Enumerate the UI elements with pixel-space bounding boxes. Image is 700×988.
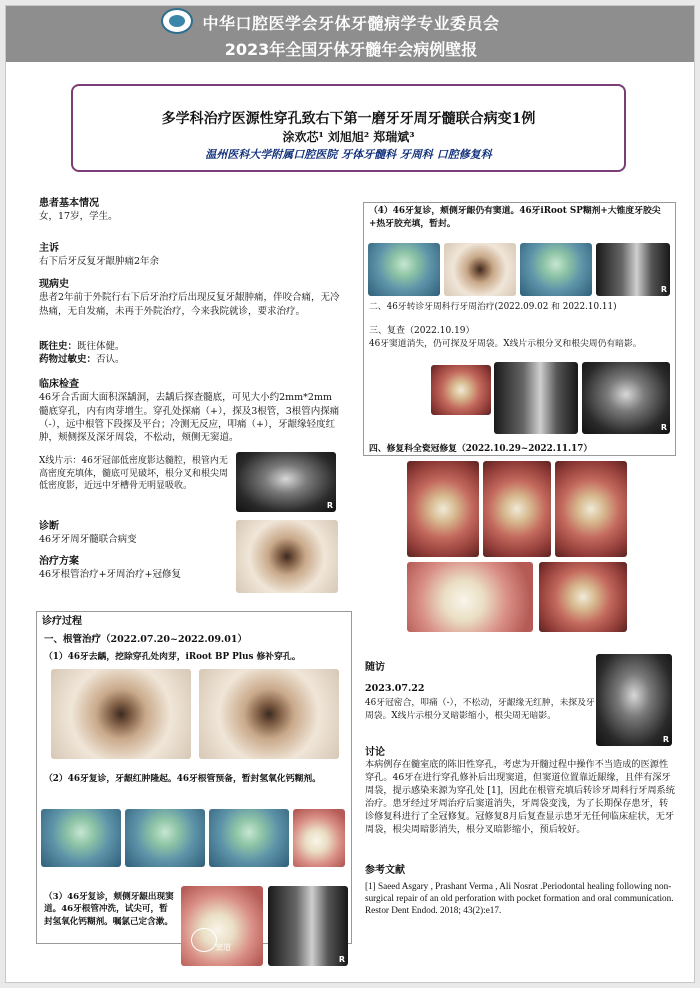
header-banner bbox=[6, 6, 695, 62]
past-history-text: 既往体健。 bbox=[77, 341, 125, 352]
authors: 涂欢芯¹ 刘旭旭² 郑瑞斌³ bbox=[282, 130, 415, 144]
references-heading: 参考文献 bbox=[365, 865, 405, 876]
process-heading: 诊疗过程 bbox=[42, 616, 82, 627]
sinus-label: 窦道 bbox=[215, 943, 231, 952]
xray-finding: X线片示：46牙冠部低密度影达髓腔，根管内无高密度充填体，髓底可见破坏，根分叉和根尖周低密度影，近远中牙槽骨无明显吸收。 bbox=[39, 456, 229, 492]
step3-xray bbox=[268, 886, 348, 966]
clinical-exam-text: 46牙合舌面大面积深龋洞，去龋后探查髓底，可见大小约2mm*2mm髓底穿孔，内有肉芽增生。穿孔处探痛（+），探及3根管，3根管内探痛（-），远中根管下段探及平台；冷测无反应，叩痛（+），牙龈缘轻度红肿，颊侧探及深牙周袋，不松动，颊侧无窦道。 bbox=[39, 392, 340, 444]
past-history-section bbox=[39, 340, 339, 367]
conference-name: 2023年全国牙体牙髓年会病例壁报 bbox=[224, 40, 478, 59]
plan-text: 46牙根管治疗+牙周治疗+冠修复 bbox=[39, 569, 182, 581]
restoration-photo-d bbox=[407, 562, 533, 632]
followup-text: 46牙冠密合，叩痛（-），不松动，牙龈缘无红肿，未探及牙周袋。X线片示根分叉暗影缩小，根尖周无暗影。 bbox=[365, 698, 595, 721]
root-canal-heading: 一、根管治疗（2022.07.20~2022.09.01） bbox=[44, 634, 247, 645]
step3-xray-r-marker: R bbox=[338, 955, 345, 964]
followup-xray-r-marker: R bbox=[662, 735, 669, 744]
step1-photo-a bbox=[51, 669, 191, 759]
poster-title: 多学科治疗医源性穿孔致右下第一磨牙牙周牙髓联合病变1例 bbox=[161, 111, 536, 127]
clinical-exam-heading: 临床检查 bbox=[39, 379, 79, 390]
discussion-section bbox=[365, 746, 675, 837]
periodontal-heading: 二、46牙转诊牙周科行牙周治疗(2022.09.02 和 2022.10.11) bbox=[369, 302, 617, 312]
past-history-heading: 既往史： bbox=[39, 341, 78, 352]
followup-date: 2023.07.22 bbox=[365, 683, 425, 694]
step4-photo-a bbox=[444, 243, 516, 296]
followup-xray bbox=[596, 654, 672, 746]
basic-info-section bbox=[39, 197, 339, 224]
restoration-photo-b bbox=[483, 461, 551, 557]
step4-text: （4）46牙复诊，颊侧牙龈仍有窦道。46牙iRoot SP糊剂+大锥度牙胶尖+热牙胶充填，暂封。 bbox=[369, 206, 661, 229]
diagnosis-text: 46牙牙周牙髓联合病变 bbox=[39, 534, 137, 546]
step2-text: （2）46牙复诊，牙龈红肿隆起。46牙根管预备，暂封氢氧化钙糊剂。 bbox=[44, 774, 321, 784]
step3-sinus-photo bbox=[181, 886, 263, 966]
step2-scan-c bbox=[209, 809, 289, 867]
recheck-photo bbox=[431, 365, 491, 415]
step4-scan-b bbox=[520, 243, 592, 296]
step2-photo bbox=[293, 809, 345, 867]
diagnosis-heading: 诊断 bbox=[39, 521, 59, 532]
complaint-heading: 主诉 bbox=[39, 243, 59, 254]
followup-heading: 随访 bbox=[365, 662, 385, 673]
recheck-section bbox=[369, 325, 669, 352]
initial-clinical-photo bbox=[236, 520, 338, 593]
plan-heading: 治疗方案 bbox=[39, 556, 79, 567]
present-history-heading: 现病史 bbox=[39, 279, 69, 290]
recheck-xray-r-marker: R bbox=[660, 423, 667, 432]
step4-scan-a bbox=[368, 243, 440, 296]
discussion-heading: 讨论 bbox=[365, 747, 385, 758]
institution: 温州医科大学附属口腔医院 牙体牙髓科 牙周科 口腔修复科 bbox=[205, 148, 492, 161]
reference-1: [1] Saeed Asgary , Prashant Verma , Ali Nosrat .Periodontal healing following non-surgical repair of an old perforation with pocket formation and oral communication. Restor Dent Endod. 2018; 43(2):e17. bbox=[365, 881, 674, 916]
restoration-photo-c bbox=[555, 461, 627, 557]
restoration-photo-a bbox=[407, 461, 479, 557]
basic-info-heading: 患者基本情况 bbox=[39, 198, 99, 209]
recheck-text: 46牙窦道消失，仍可探及牙周袋。X线片示根分叉和根尖周仍有暗影。 bbox=[369, 339, 642, 350]
sinus-circle-marker bbox=[191, 928, 217, 952]
society-name: 中华口腔医学会牙体牙髓病学专业委员会 bbox=[202, 14, 500, 33]
restoration-heading: 四、修复科全瓷冠修复（2022.10.29~2022.11.17） bbox=[369, 444, 593, 454]
allergy-text: 否认。 bbox=[96, 354, 125, 366]
plan-section bbox=[39, 555, 229, 582]
step2-scan-b bbox=[125, 809, 205, 867]
step1-photo-b bbox=[199, 669, 339, 759]
step3-text: （3）46牙复诊，颊侧牙龈出现窦道。46牙根管冲洗，试尖可，暂封氢氧化钙糊剂。嘱氯己定含漱。 bbox=[44, 892, 174, 927]
initial-xray-image bbox=[236, 452, 336, 512]
complaint-text: 右下后牙反复牙龈肿痛2年余 bbox=[39, 256, 160, 268]
recheck-xray-a bbox=[494, 362, 578, 434]
step1-text: （1）46牙去龋，挖除穿孔处肉芽，iRoot BP Plus 修补穿孔。 bbox=[44, 652, 301, 662]
discussion-text: 本病例存在髓室底的陈旧性穿孔，考虑为开髓过程中操作不当造成的医源性穿孔。46牙在进行穿孔修补后出现窦道，但窦道位置靠近龈缘，且伴有深牙周袋，提示感染来源为穿孔处 [1]，因此在根管充填后转诊牙周科行牙周系统治疗。患牙经过牙周治疗后窦道消失，牙周袋变浅，为了长期保存患牙，转诊修复科进行了全冠修复。冠修复8月后复查显示患牙无任何临床症状，无牙周袋，根尖周暗影消失，根分叉暗影缩小，预后较好。 bbox=[365, 759, 675, 835]
clinical-exam-section bbox=[39, 378, 341, 444]
step4-xray bbox=[596, 243, 670, 296]
present-history-section bbox=[39, 278, 341, 318]
references-section bbox=[365, 864, 675, 916]
title-box bbox=[71, 84, 626, 172]
recheck-xray-b bbox=[582, 362, 670, 434]
present-history-text: 患者2年前于外院行右下后牙治疗后出现反复牙龈肿痛，伴咬合痛，无冷热痛，无自发痛，未再于外院治疗，今来我院就诊，要求治疗。 bbox=[39, 292, 340, 317]
allergy-heading: 药物过敏史： bbox=[39, 354, 97, 366]
basic-info-text: 女，17岁，学生。 bbox=[39, 211, 118, 223]
xray-r-marker: R bbox=[326, 501, 333, 510]
complaint-section bbox=[39, 242, 339, 269]
recheck-heading: 三、复查（2022.10.19） bbox=[369, 326, 475, 336]
diagnosis-section bbox=[39, 520, 229, 547]
restoration-photo-e bbox=[539, 562, 627, 632]
poster bbox=[5, 5, 695, 983]
step4-xray-r-marker: R bbox=[660, 285, 667, 294]
step2-scan-a bbox=[41, 809, 121, 867]
